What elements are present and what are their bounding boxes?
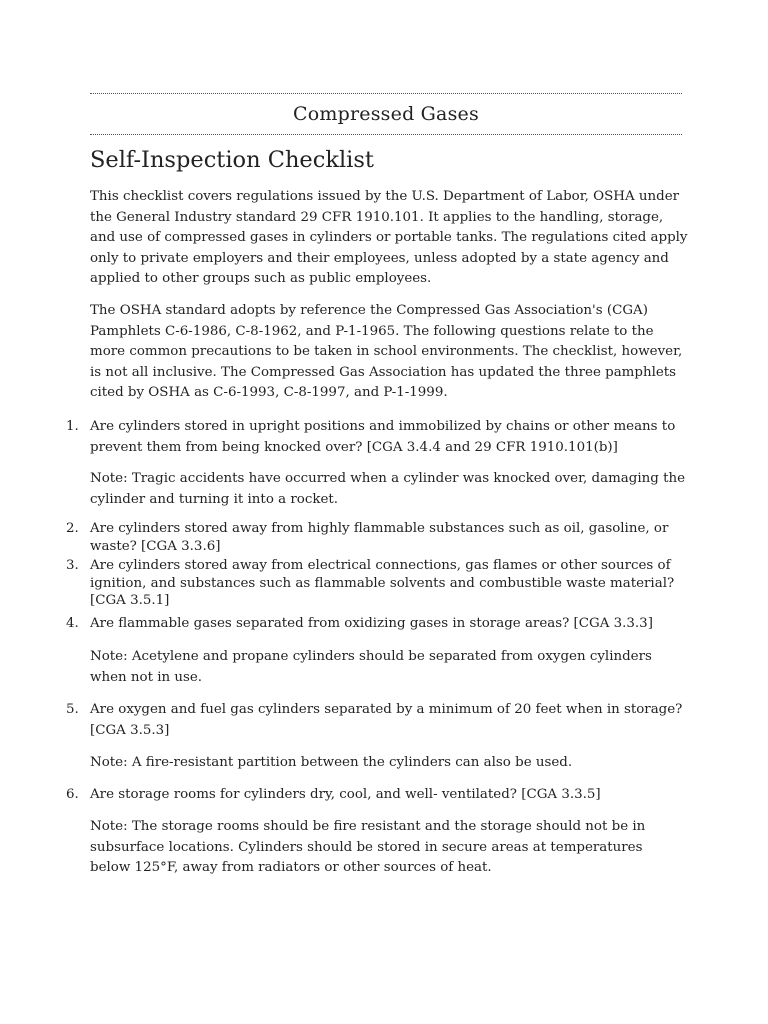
item-question: Are cylinders stored in upright positions and immobilized by chains or other means to prevent them from being knocked over? [CGA 3.4.4 and 29 CFR 1910.101(b)] — [90, 419, 676, 455]
item-number: 5. — [66, 702, 79, 717]
intro-paragraph: This checklist covers regulations issued by the U.S. Department of Labor, OSHA under the General Industry standard 29 CFR 1910.101. It applies to the handling, storage, and use of compressed gases in cylinders or portable tanks. The regulations cited apply only to private employers and their employees, unless adopted by a state agency and applied to other groups such as public employees. — [90, 189, 688, 287]
item-number: 6. — [66, 787, 79, 802]
item-question: Are oxygen and fuel gas cylinders separated by a minimum of 20 feet when in storage? [CGA 3.5.3] — [90, 702, 683, 738]
item-note: Note: A fire-resistant partition between the cylinders can also be used. — [90, 755, 573, 770]
header-top-rule — [90, 93, 682, 94]
item-question: Are cylinders stored away from highly flammable substances such as oil, gasoline, or waste? [CGA 3.3.6] — [90, 521, 669, 554]
item-note: Note: Tragic accidents have occurred when a cylinder was knocked over, damaging the cylinder and turning it into a rocket. — [90, 471, 686, 507]
item-question: Are cylinders stored away from electrical connections, gas flames or other sources of ignition, and substances such as flammable solvents and combustible waste material? [CGA 3.5.1] — [90, 558, 675, 609]
item-question: Are storage rooms for cylinders dry, cool, and well- ventilated? [CGA 3.3.5] — [90, 787, 601, 802]
item-note: Note: Acetylene and propane cylinders should be separated from oxygen cylinders when not in use. — [90, 649, 652, 685]
item-number: 2. — [66, 521, 79, 536]
osha-standard-paragraph: The OSHA standard adopts by reference the Compressed Gas Association's (CGA) Pamphlets C-6-1986, C-8-1962, and P-1-1965. The following questions relate to the more common precautions to be taken in school environments. The checklist, however, is not all inclusive. The Compressed Gas Association has updated the three pamphlets cited by OSHA as C-6-1993, C-8-1997, and P-1-1999. — [90, 303, 683, 401]
header-bottom-rule — [90, 134, 682, 135]
item-question: Are flammable gases separated from oxidizing gases in storage areas? [CGA 3.3.3] — [90, 616, 653, 631]
item-note: Note: The storage rooms should be fire resistant and the storage should not be in subsurface locations. Cylinders should be stored in secure areas at temperatures below 125°F, away from radiators or other sources of heat. — [90, 819, 646, 876]
item-number: 4. — [66, 616, 79, 631]
section-title: Self-Inspection Checklist — [90, 147, 374, 173]
document-title: Compressed Gases — [293, 103, 479, 125]
item-number: 1. — [66, 419, 79, 434]
item-number: 3. — [66, 558, 79, 573]
